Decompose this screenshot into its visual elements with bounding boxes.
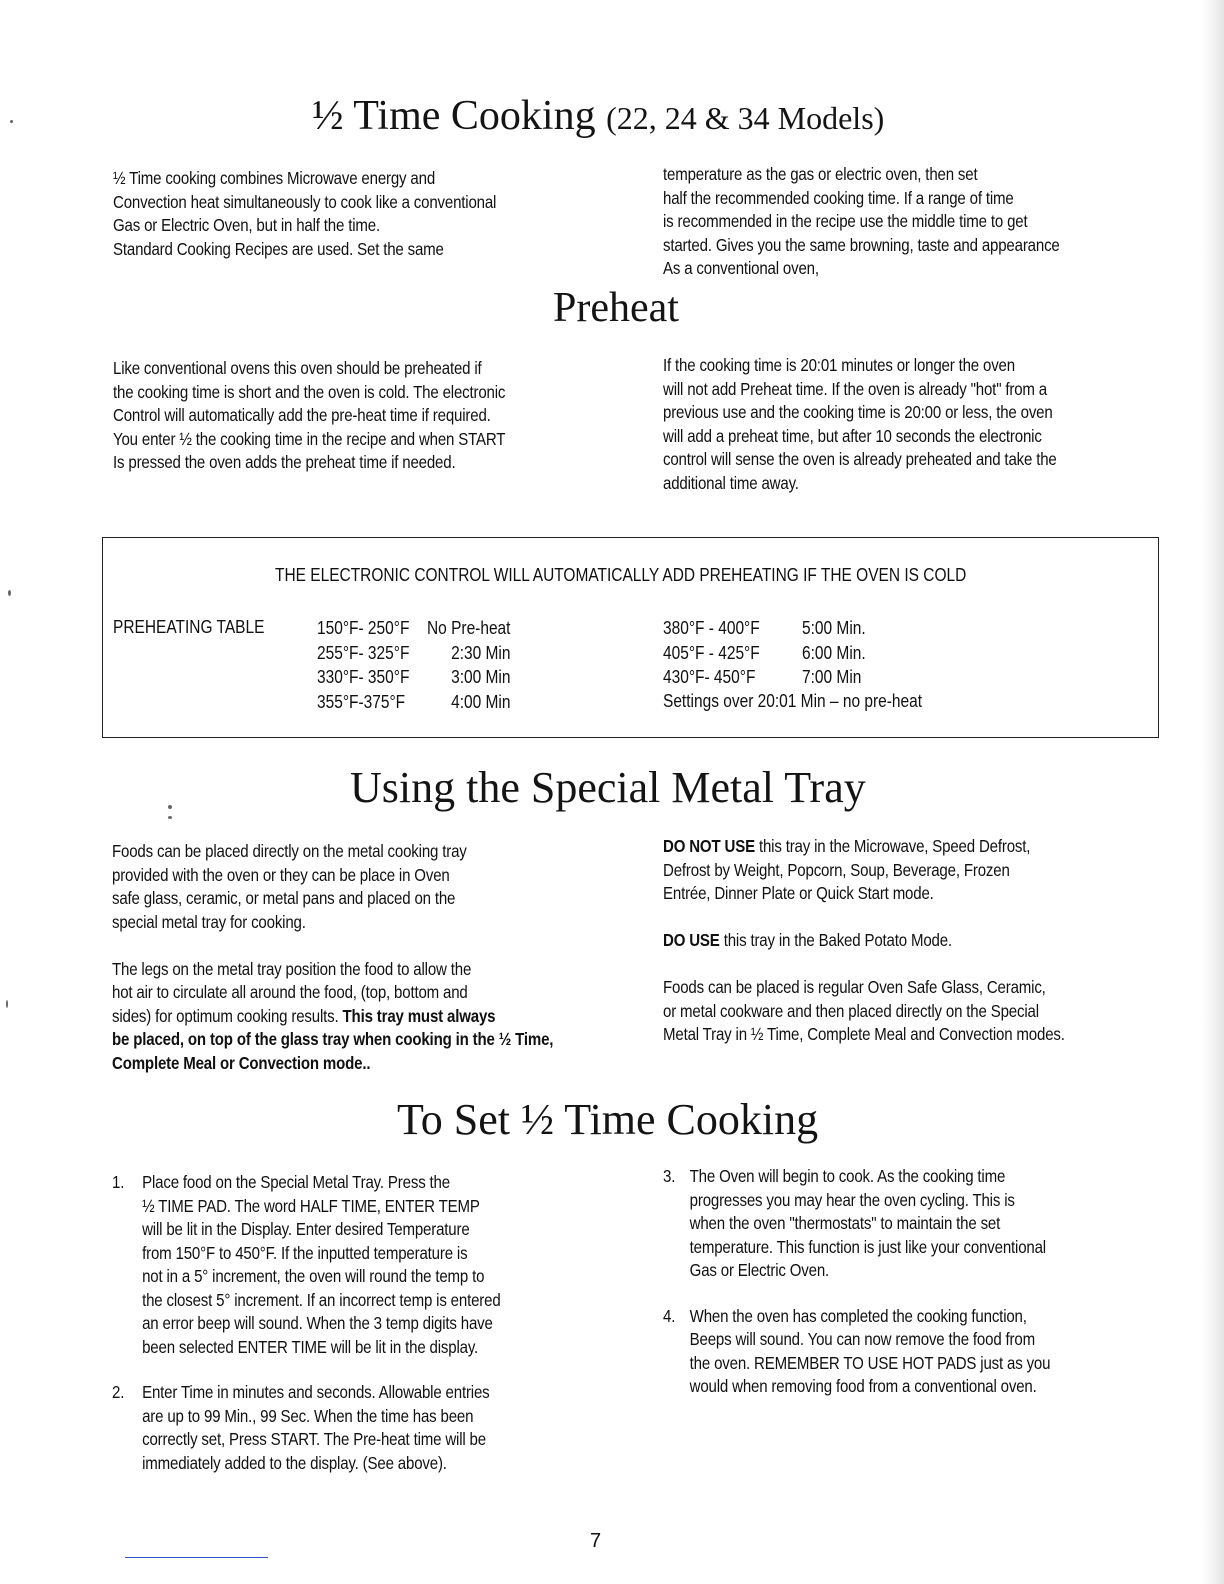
do-not-use-label: DO NOT USE bbox=[663, 836, 755, 856]
text-line: Foods can be placed directly on the metal cooking tray bbox=[112, 841, 467, 861]
text-line: progresses you may hear the oven cycling. This is bbox=[689, 1189, 1015, 1210]
text-line: Entrée, Dinner Plate or Quick Start mode. bbox=[663, 883, 934, 903]
scan-speck bbox=[168, 816, 172, 819]
text-line: previous use and the cooking time is 20:00 or less, the oven bbox=[663, 402, 1053, 422]
preheat-note: Settings over 20:01 Min – no pre-heat bbox=[663, 691, 923, 711]
text-line: Place food on the Special Metal Tray. Press the bbox=[142, 1172, 450, 1192]
bold-warning: be placed, on top of the glass tray when cooking in the ½ Time, bbox=[112, 1029, 554, 1049]
text-line: will be lit in the Display. Enter desired Temperature bbox=[142, 1219, 470, 1239]
temp-range: 405°F - 425°F bbox=[663, 642, 760, 663]
preheat-right-column bbox=[663, 354, 1057, 495]
text-line: or metal cookware and then placed directly on the Special bbox=[663, 1000, 1039, 1021]
text-line: temperature as the gas or electric oven, then set bbox=[663, 164, 978, 184]
intro-right-column bbox=[663, 163, 1060, 281]
text-line: sides) for optimum cooking results. bbox=[112, 1005, 339, 1026]
scan-speck bbox=[10, 120, 13, 123]
text-line: Beeps will sound. You can now remove the food from bbox=[689, 1329, 1035, 1349]
steps-left-column bbox=[112, 1171, 501, 1497]
temp-range: 255°F- 325°F bbox=[317, 642, 410, 663]
text-line: When the oven has completed the cooking function, bbox=[689, 1305, 1027, 1326]
text-line: the cooking time is short and the oven is cold. The electronic bbox=[113, 381, 506, 402]
text-line: Enter Time in minutes and seconds. Allowable entries bbox=[142, 1382, 490, 1402]
preheat-left-column bbox=[113, 357, 505, 475]
text-line: Is pressed the oven adds the preheat time if needed. bbox=[113, 452, 456, 472]
bold-warning: Complete Meal or Convection mode.. bbox=[112, 1052, 371, 1073]
preheat-right-times bbox=[802, 616, 866, 690]
text-line: Gas or Electric Oven. bbox=[689, 1260, 830, 1280]
step-number: 2. bbox=[112, 1382, 125, 1402]
step-item bbox=[663, 1305, 1050, 1399]
steps-right-column bbox=[663, 1165, 1050, 1421]
text-line: ½ TIME PAD. The word HALF TIME, ENTER TEMP bbox=[142, 1195, 480, 1216]
text-line: this tray in the Baked Potato Mode. bbox=[723, 930, 952, 950]
text-line: The Oven will begin to cook. As the cooking time bbox=[689, 1166, 1006, 1186]
text-line: If the cooking time is 20:01 minutes or longer the oven bbox=[663, 355, 1015, 375]
text-line: not in a 5° increment, the oven will round the temp to bbox=[142, 1266, 485, 1286]
bold-warning: This tray must always bbox=[342, 1005, 496, 1026]
preheat-time: 2:30 Min bbox=[451, 642, 511, 663]
text-line: hot air to circulate all around the food, (top, bottom and bbox=[112, 982, 468, 1002]
step-item bbox=[663, 1165, 1050, 1283]
text-line: Gas or Electric Oven, but in half the time. bbox=[113, 215, 380, 235]
metal-tray-left-column bbox=[112, 840, 553, 1075]
scan-speck bbox=[6, 1000, 8, 1008]
section-title-metal-tray: Using the Special Metal Tray bbox=[350, 763, 866, 812]
text-line: The legs on the metal tray position the food to allow the bbox=[112, 958, 472, 979]
text-line: Foods can be placed is regular Oven Safe Glass, Ceramic, bbox=[663, 977, 1046, 997]
text-line: are up to 99 Min., 99 Sec. When the time has been bbox=[142, 1405, 474, 1426]
text-line: You enter ½ the cooking time in the recipe and when START bbox=[113, 428, 506, 449]
temp-range: 150°F- 250°F bbox=[317, 618, 410, 638]
text-line: Standard Cooking Recipes are used. Set the same bbox=[113, 238, 444, 259]
preheat-time: 4:00 Min bbox=[451, 691, 511, 712]
preheat-left-ranges bbox=[317, 616, 409, 714]
text-line: this tray in the Microwave, Speed Defrost, bbox=[758, 836, 1031, 856]
section-title-preheat: Preheat bbox=[553, 285, 679, 331]
scan-speck bbox=[8, 590, 11, 596]
text-line: additional time away. bbox=[663, 472, 799, 493]
text-line: been selected ENTER TIME will be lit in the display. bbox=[142, 1336, 479, 1357]
text-line: will not add Preheat time. If the oven is already "hot" from a bbox=[663, 378, 1048, 399]
step-number: 3. bbox=[663, 1166, 676, 1186]
text-line: would when removing food from a conventional oven. bbox=[689, 1376, 1037, 1396]
text-line: is recommended in the recipe use the middle time to get bbox=[663, 211, 1028, 231]
text-line: provided with the oven or they can be place in Oven bbox=[112, 864, 450, 885]
do-use-label: DO USE bbox=[663, 930, 720, 950]
temp-range: 380°F - 400°F bbox=[663, 618, 760, 638]
page-number: 7 bbox=[590, 1530, 602, 1552]
preheat-time: 7:00 Min bbox=[802, 667, 862, 687]
text-line: control will sense the oven is already preheated and take the bbox=[663, 449, 1057, 469]
text-line: Defrost by Weight, Popcorn, Soup, Beverage, Frozen bbox=[663, 859, 1010, 880]
step-item bbox=[112, 1381, 501, 1475]
preheat-time: No Pre-heat bbox=[427, 618, 511, 638]
text-line: correctly set, Press START. The Pre-heat time will be bbox=[142, 1429, 486, 1449]
text-line: when the oven "thermostats" to maintain the set bbox=[689, 1213, 1001, 1233]
text-line: temperature. This function is just like your conventional bbox=[689, 1236, 1046, 1257]
text-line: As a conventional oven, bbox=[663, 258, 819, 278]
preheating-box-title: THE ELECTRONIC CONTROL WILL AUTOMATICALLY ADD PREHEATING IF THE OVEN IS COLD bbox=[275, 565, 967, 585]
preheating-table-label: PREHEATING TABLE bbox=[113, 617, 265, 637]
text-line: the closest 5° increment. If an incorrect temp is entered bbox=[142, 1289, 501, 1310]
step-number: 1. bbox=[112, 1172, 125, 1192]
bottom-rule bbox=[125, 1557, 268, 1558]
title-models: (22, 24 & 34 Models) bbox=[606, 100, 885, 136]
preheat-time: 5:00 Min. bbox=[802, 618, 866, 638]
text-line: the oven. REMEMBER TO USE HOT PADS just as you bbox=[689, 1352, 1051, 1373]
intro-left-column bbox=[113, 167, 496, 261]
text-line: half the recommended cooking time. If a range of time bbox=[663, 187, 1014, 208]
text-line: safe glass, ceramic, or metal pans and placed on the bbox=[112, 888, 456, 908]
metal-tray-right-column bbox=[663, 835, 1065, 1047]
step-item bbox=[112, 1171, 501, 1359]
text-line: from 150°F to 450°F. If the inputted temperature is bbox=[142, 1242, 468, 1263]
text-line: started. Gives you the same browning, taste and appearance bbox=[663, 234, 1060, 255]
preheat-time: 3:00 Min bbox=[451, 667, 511, 687]
temp-range: 430°F- 450°F bbox=[663, 667, 756, 687]
title-main: ½ Time Cooking bbox=[312, 93, 596, 139]
text-line: special metal tray for cooking. bbox=[112, 911, 306, 932]
temp-range: 355°F-375°F bbox=[317, 691, 406, 712]
text-line: will add a preheat time, but after 10 seconds the electronic bbox=[663, 425, 1042, 446]
section-title-set-half-time: To Set ½ Time Cooking bbox=[397, 1095, 819, 1144]
text-line: Metal Tray in ½ Time, Complete Meal and Convection modes. bbox=[663, 1024, 1065, 1044]
preheat-left-times bbox=[427, 616, 510, 714]
preheat-time: 6:00 Min. bbox=[802, 642, 866, 663]
text-line: Like conventional ovens this oven should be preheated if bbox=[113, 358, 482, 378]
text-line: an error beep will sound. When the 3 temp digits have bbox=[142, 1313, 493, 1333]
text-line: Control will automatically add the pre-heat time if required. bbox=[113, 405, 491, 425]
text-line: immediately added to the display. (See above). bbox=[142, 1452, 447, 1473]
section-title-half-time-cooking bbox=[312, 92, 884, 140]
scan-speck bbox=[168, 805, 172, 809]
temp-range: 330°F- 350°F bbox=[317, 667, 410, 687]
text-line: Convection heat simultaneously to cook like a conventional bbox=[113, 191, 497, 212]
preheat-right-ranges bbox=[663, 616, 760, 690]
step-number: 4. bbox=[663, 1305, 676, 1326]
page-edge-shadow bbox=[1202, 0, 1224, 1584]
text-line: ½ Time cooking combines Microwave energy and bbox=[113, 168, 436, 188]
